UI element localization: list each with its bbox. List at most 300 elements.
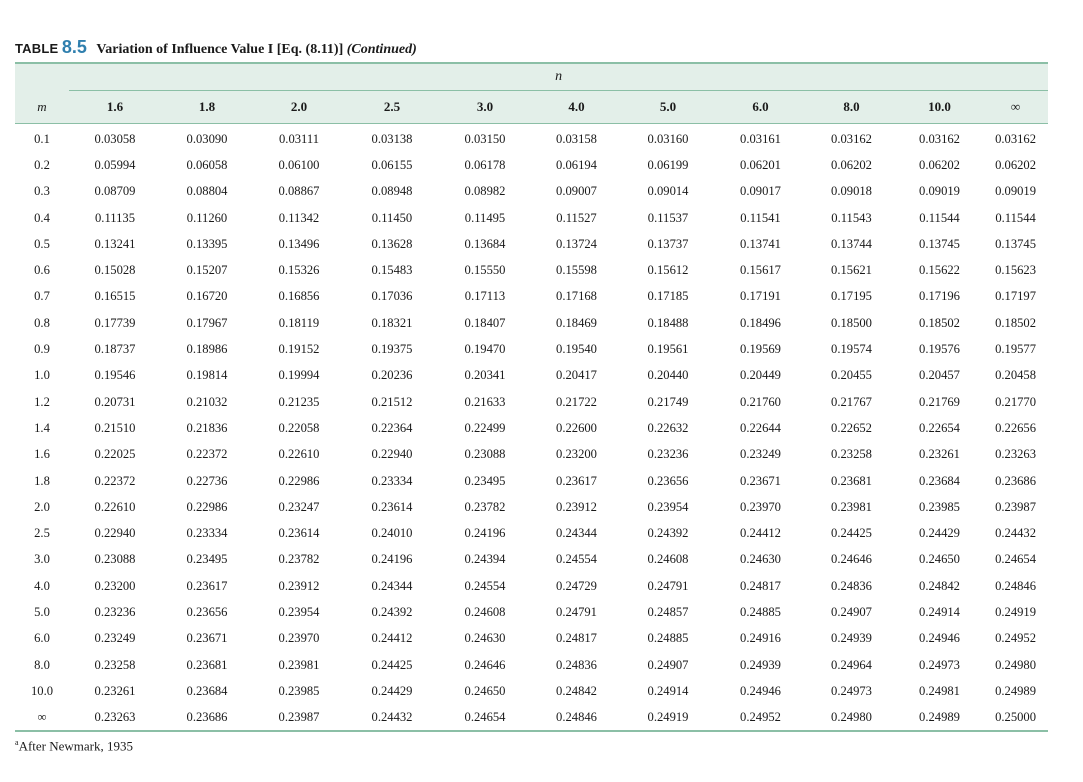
n-column-header: 5.0 [622, 91, 714, 124]
m-value: 1.8 [34, 473, 50, 488]
table-body [15, 124, 1048, 731]
influence-value-cell: 0.11135 [95, 210, 135, 225]
table-row [15, 415, 1048, 441]
table-row [15, 494, 1048, 520]
influence-value-cell: 0.23656 [186, 604, 228, 619]
influence-value-cell: 0.24344 [371, 578, 413, 593]
influence-value-cell: 0.24952 [995, 631, 1037, 646]
influence-value-cell: 0.19470 [464, 342, 506, 357]
influence-value-cell: 0.03160 [647, 131, 689, 146]
influence-value-cell: 0.18502 [919, 315, 960, 330]
table-row [15, 205, 1048, 231]
footnote-text: After Newmark, 1935 [18, 738, 133, 754]
influence-value-cell: 0.17197 [995, 289, 1037, 304]
influence-value-cell: 0.24857 [647, 604, 689, 619]
influence-value-cell: 0.19540 [556, 342, 597, 357]
influence-value-cell: 0.22736 [186, 473, 228, 488]
influence-value-cell: 0.13737 [647, 236, 689, 251]
influence-value-cell: 0.03158 [556, 131, 597, 146]
influence-value-cell: 0.08867 [278, 184, 320, 199]
influence-value-cell: 0.18737 [94, 342, 136, 357]
influence-value-cell: 0.24885 [740, 604, 781, 619]
influence-value-cell: 0.16856 [278, 289, 320, 304]
influence-value-cell: 0.24432 [371, 710, 413, 725]
influence-value-cell: 0.03058 [94, 131, 136, 146]
bottom-rule [15, 730, 1048, 732]
influence-value-cell: 0.21769 [919, 394, 960, 409]
influence-value-cell: 0.15622 [919, 263, 960, 278]
influence-value-cell: 0.03162 [919, 131, 960, 146]
table-row [15, 179, 1048, 205]
influence-value-cell: 0.24914 [647, 683, 689, 698]
influence-value-cell: 0.21836 [186, 420, 228, 435]
influence-value-cell: 0.15612 [647, 263, 689, 278]
influence-value-cell: 0.24973 [831, 683, 872, 698]
influence-value-cell: 0.23686 [186, 710, 228, 725]
influence-value-cell: 0.23200 [556, 447, 597, 462]
m-value: 4.0 [34, 578, 50, 593]
influence-value-cell: 0.13745 [919, 236, 960, 251]
influence-value-cell: 0.23236 [647, 447, 689, 462]
influence-value-cell: 0.15617 [740, 263, 781, 278]
influence-value-cell: 0.21512 [371, 394, 413, 409]
influence-value-cell: 0.21760 [740, 394, 781, 409]
footnote [15, 738, 133, 754]
influence-value-cell: 0.22058 [278, 420, 320, 435]
influence-value-cell: 0.24973 [919, 657, 960, 672]
influence-value-cell: 0.23985 [919, 499, 960, 514]
n-column-header: 10.0 [896, 91, 983, 124]
influence-value-cell: 0.20457 [919, 368, 960, 383]
influence-value-cell: 0.23249 [94, 631, 136, 646]
influence-value-cell: 0.23671 [186, 631, 228, 646]
table-row [15, 389, 1048, 415]
influence-value-cell: 0.24919 [995, 604, 1037, 619]
influence-value-cell: 0.19375 [371, 342, 413, 357]
influence-value-cell: 0.24630 [740, 552, 781, 567]
influence-value-cell: 0.15623 [995, 263, 1037, 278]
influence-value-cell: 0.24952 [740, 710, 781, 725]
influence-value-cell: 0.24392 [371, 604, 413, 619]
m-label: m [15, 91, 69, 124]
influence-value-cell: 0.23617 [186, 578, 228, 593]
influence-value-cell: 0.17196 [919, 289, 960, 304]
influence-value-cell: 0.06058 [186, 157, 228, 172]
influence-value-cell: 0.22644 [740, 420, 781, 435]
influence-value-cell: 0.19574 [831, 342, 872, 357]
influence-value-cell: 0.19561 [647, 342, 689, 357]
table-row [15, 573, 1048, 599]
influence-value-cell: 0.24650 [464, 683, 506, 698]
influence-value-cell: 0.09019 [919, 184, 960, 199]
influence-value-cell: 0.23614 [371, 499, 413, 514]
influence-value-cell: 0.24196 [464, 526, 506, 541]
influence-value-cell: 0.23912 [278, 578, 320, 593]
influence-value-cell: 0.21722 [556, 394, 597, 409]
influence-value-cell: 0.24412 [371, 631, 413, 646]
influence-value-cell: 0.23686 [995, 473, 1037, 488]
influence-value-cell: 0.23970 [740, 499, 781, 514]
influence-value-cell: 0.17191 [740, 289, 781, 304]
influence-value-cell: 0.17185 [647, 289, 689, 304]
influence-value-cell: 0.19569 [740, 342, 781, 357]
influence-value-cell: 0.24989 [995, 683, 1037, 698]
influence-value-cell: 0.06194 [556, 157, 597, 172]
influence-value-cell: 0.24817 [740, 578, 781, 593]
influence-value-cell: 0.09007 [556, 184, 597, 199]
influence-value-cell: 0.19994 [278, 368, 320, 383]
influence-value-cell: 0.24608 [647, 552, 689, 567]
influence-value-cell: 0.19577 [995, 342, 1037, 357]
influence-value-cell: 0.24429 [919, 526, 960, 541]
influence-value-cell: 0.23088 [94, 552, 136, 567]
influence-value-cell: 0.23263 [995, 447, 1037, 462]
influence-value-cell: 0.24646 [831, 552, 872, 567]
table-row [15, 152, 1048, 178]
influence-value-cell: 0.18407 [464, 315, 506, 330]
influence-value-cell: 0.24916 [740, 631, 781, 646]
influence-value-cell: 0.22364 [371, 420, 413, 435]
influence-value-cell: 0.23617 [556, 473, 597, 488]
table-row [15, 310, 1048, 336]
influence-data-table [15, 64, 1048, 731]
influence-value-cell: 0.24989 [919, 710, 960, 725]
influence-value-cell: 0.20455 [831, 368, 872, 383]
influence-value-cell: 0.08982 [464, 184, 506, 199]
influence-value-cell: 0.17195 [831, 289, 872, 304]
influence-value-cell: 0.24842 [919, 578, 960, 593]
influence-value-cell: 0.20236 [371, 368, 413, 383]
influence-value-cell: 0.24939 [831, 631, 872, 646]
influence-value-cell: 0.24630 [464, 631, 506, 646]
influence-value-cell: 0.24791 [647, 578, 689, 593]
influence-value-cell: 0.13684 [464, 236, 506, 251]
influence-value-cell: 0.24654 [995, 552, 1037, 567]
influence-value-cell: 0.18502 [995, 315, 1037, 330]
influence-value-cell: 0.23258 [831, 447, 872, 462]
n-column-header: 8.0 [807, 91, 896, 124]
m-value: 0.2 [34, 157, 50, 172]
influence-value-cell: 0.03111 [279, 131, 319, 146]
influence-value-cell: 0.24608 [464, 604, 506, 619]
influence-value-cell: 0.21767 [831, 394, 872, 409]
influence-value-cell: 0.22986 [186, 499, 228, 514]
influence-value-cell: 0.21032 [186, 394, 228, 409]
influence-value-cell: 0.23782 [464, 499, 506, 514]
influence-value-cell: 0.24394 [464, 552, 506, 567]
influence-value-cell: 0.16515 [94, 289, 136, 304]
influence-value-cell: 0.17036 [371, 289, 413, 304]
influence-value-cell: 0.08804 [186, 184, 228, 199]
influence-value-cell: 0.20458 [995, 368, 1037, 383]
table-continued: (Continued) [346, 42, 417, 57]
influence-table [15, 62, 1048, 731]
influence-value-cell: 0.19576 [919, 342, 960, 357]
influence-value-cell: 0.22600 [556, 420, 597, 435]
influence-value-cell: 0.17168 [556, 289, 597, 304]
influence-value-cell: 0.13724 [556, 236, 597, 251]
table-row [15, 257, 1048, 283]
influence-value-cell: 0.24964 [831, 657, 872, 672]
influence-value-cell: 0.23200 [94, 578, 136, 593]
influence-value-cell: 0.11450 [371, 210, 413, 225]
influence-value-cell: 0.06100 [278, 157, 320, 172]
influence-value-cell: 0.24907 [831, 604, 872, 619]
influence-value-cell: 0.22610 [278, 447, 320, 462]
m-value: 0.7 [34, 289, 50, 304]
influence-value-cell: 0.06178 [464, 157, 506, 172]
influence-value-cell: 0.23261 [919, 447, 960, 462]
influence-value-cell: 0.06155 [371, 157, 413, 172]
influence-value-cell: 0.19814 [186, 368, 228, 383]
influence-value-cell: 0.06202 [995, 157, 1037, 172]
influence-value-cell: 0.19152 [278, 342, 320, 357]
influence-value-cell: 0.24946 [919, 631, 960, 646]
influence-value-cell: 0.08709 [94, 184, 136, 199]
influence-value-cell: 0.08948 [371, 184, 413, 199]
influence-value-cell: 0.22499 [464, 420, 506, 435]
influence-value-cell: 0.23236 [94, 604, 136, 619]
table-description: Variation of Influence Value I [Eq. (8.11)] [96, 42, 344, 57]
influence-value-cell: 0.24429 [371, 683, 413, 698]
influence-value-cell: 0.24650 [919, 552, 960, 567]
influence-value-cell: 0.24914 [919, 604, 960, 619]
m-value: 2.5 [34, 526, 50, 541]
influence-value-cell: 0.15550 [464, 263, 506, 278]
table-title [15, 37, 417, 58]
n-column-header: 1.8 [161, 91, 253, 124]
m-value: 10.0 [30, 683, 54, 698]
influence-value-cell: 0.13496 [278, 236, 320, 251]
table-row [15, 547, 1048, 573]
influence-value-cell: 0.17739 [94, 315, 136, 330]
m-value: 0.4 [34, 210, 50, 225]
table-row [15, 336, 1048, 362]
influence-value-cell: 0.15326 [278, 263, 320, 278]
influence-value-cell: 0.22940 [94, 526, 136, 541]
influence-value-cell: 0.03150 [464, 131, 506, 146]
influence-value-cell: 0.23247 [278, 499, 320, 514]
influence-value-cell: 0.15207 [186, 263, 228, 278]
influence-value-cell: 0.23684 [919, 473, 960, 488]
influence-value-cell: 0.24836 [831, 578, 872, 593]
influence-value-cell: 0.24981 [919, 683, 960, 698]
influence-value-cell: 0.24554 [464, 578, 506, 593]
influence-value-cell: 0.18488 [647, 315, 689, 330]
influence-value-cell: 0.22654 [919, 420, 960, 435]
influence-value-cell: 0.23987 [278, 710, 320, 725]
influence-value-cell: 0.11543 [831, 210, 872, 225]
influence-value-cell: 0.23681 [831, 473, 872, 488]
influence-value-cell: 0.24846 [556, 710, 597, 725]
influence-value-cell: 0.23912 [556, 499, 597, 514]
influence-value-cell: 0.20341 [464, 368, 506, 383]
influence-value-cell: 0.24946 [740, 683, 781, 698]
influence-value-cell: 0.22652 [831, 420, 872, 435]
influence-value-cell: 0.13241 [94, 236, 136, 251]
influence-value-cell: 0.24817 [556, 631, 597, 646]
influence-value-cell: 0.22372 [94, 473, 136, 488]
influence-value-cell: 0.23258 [94, 657, 136, 672]
footnote-marker: a [15, 738, 19, 747]
influence-value-cell: 0.15483 [371, 263, 413, 278]
influence-value-cell: 0.24885 [647, 631, 689, 646]
influence-value-cell: 0.11541 [740, 210, 781, 225]
influence-value-cell: 0.24729 [556, 578, 597, 593]
table-row [15, 520, 1048, 546]
influence-value-cell: 0.03138 [371, 131, 413, 146]
table-row [15, 705, 1048, 731]
table-label: TABLE [15, 41, 59, 56]
influence-value-cell: 0.09019 [995, 184, 1037, 199]
influence-value-cell: 0.21749 [647, 394, 689, 409]
influence-value-cell: 0.23249 [740, 447, 781, 462]
influence-value-cell: 0.03162 [995, 131, 1037, 146]
influence-value-cell: 0.23671 [740, 473, 781, 488]
column-header-row [15, 91, 1048, 124]
m-value: 0.9 [34, 342, 50, 357]
influence-value-cell: 0.21235 [278, 394, 320, 409]
influence-value-cell: 0.11544 [995, 210, 1036, 225]
influence-value-cell: 0.24842 [556, 683, 597, 698]
n-column-header: 3.0 [439, 91, 531, 124]
influence-value-cell: 0.24412 [740, 526, 781, 541]
influence-value-cell: 0.06202 [831, 157, 872, 172]
m-value: 3.0 [34, 552, 50, 567]
influence-value-cell: 0.13745 [995, 236, 1037, 251]
influence-value-cell: 0.21633 [464, 394, 506, 409]
m-value: 1.2 [34, 394, 50, 409]
influence-value-cell: 0.13628 [371, 236, 413, 251]
influence-value-cell: 0.22940 [371, 447, 413, 462]
table-row [15, 284, 1048, 310]
table-row [15, 442, 1048, 468]
influence-value-cell: 0.24425 [371, 657, 413, 672]
influence-value-cell: 0.22372 [186, 447, 228, 462]
influence-value-cell: 0.23981 [278, 657, 320, 672]
influence-value-cell: 0.17967 [186, 315, 228, 330]
table-row [15, 678, 1048, 704]
table-row [15, 363, 1048, 389]
influence-value-cell: 0.20440 [647, 368, 689, 383]
influence-value-cell: 0.23970 [278, 631, 320, 646]
influence-value-cell: 0.24919 [647, 710, 689, 725]
table-number: 8.5 [61, 37, 87, 57]
influence-value-cell: 0.11527 [556, 210, 597, 225]
n-column-header: 2.0 [253, 91, 345, 124]
m-value: 0.5 [34, 236, 50, 251]
influence-value-cell: 0.21510 [94, 420, 136, 435]
influence-value-cell: 0.13741 [740, 236, 781, 251]
influence-value-cell: 0.20731 [94, 394, 136, 409]
influence-value-cell: 0.05994 [94, 157, 136, 172]
m-value: 5.0 [34, 604, 50, 619]
influence-value-cell: 0.23261 [94, 683, 136, 698]
influence-value-cell: 0.11495 [464, 210, 506, 225]
influence-value-cell: 0.18469 [556, 315, 597, 330]
influence-value-cell: 0.20417 [556, 368, 597, 383]
n-column-header: 4.0 [531, 91, 622, 124]
influence-value-cell: 0.23495 [464, 473, 506, 488]
table-row [15, 626, 1048, 652]
influence-value-cell: 0.03162 [831, 131, 872, 146]
influence-value-cell: 0.23987 [995, 499, 1037, 514]
influence-value-cell: 0.23954 [278, 604, 320, 619]
table-row [15, 652, 1048, 678]
influence-value-cell: 0.09014 [647, 184, 689, 199]
m-value: 1.6 [34, 447, 50, 462]
influence-value-cell: 0.15598 [556, 263, 597, 278]
influence-value-cell: 0.23088 [464, 447, 506, 462]
influence-value-cell: 0.16720 [186, 289, 228, 304]
influence-value-cell: 0.11260 [186, 210, 228, 225]
influence-value-cell: 0.22610 [94, 499, 136, 514]
influence-value-cell: 0.25000 [995, 710, 1037, 725]
m-value: 1.0 [34, 368, 50, 383]
influence-value-cell: 0.09017 [740, 184, 781, 199]
n-label: n [69, 64, 1048, 91]
influence-value-cell: 0.11537 [647, 210, 689, 225]
m-value: 1.4 [34, 420, 50, 435]
n-column-header: 1.6 [69, 91, 161, 124]
influence-value-cell: 0.15028 [94, 263, 136, 278]
influence-value-cell: 0.24907 [647, 657, 689, 672]
influence-value-cell: 0.24196 [371, 552, 413, 567]
influence-value-cell: 0.17113 [464, 289, 506, 304]
influence-value-cell: 0.11544 [919, 210, 960, 225]
influence-value-cell: 0.23954 [647, 499, 689, 514]
m-value: 6.0 [34, 631, 50, 646]
influence-value-cell: 0.24432 [995, 526, 1037, 541]
influence-value-cell: 0.23985 [278, 683, 320, 698]
m-value: 8.0 [34, 657, 50, 672]
n-column-header: ∞ [983, 91, 1048, 124]
influence-value-cell: 0.24010 [371, 526, 413, 541]
influence-value-cell: 0.24980 [995, 657, 1037, 672]
m-value: 0.8 [34, 315, 50, 330]
n-header-row [15, 64, 1048, 91]
influence-value-cell: 0.23495 [186, 552, 228, 567]
table-row [15, 468, 1048, 494]
influence-value-cell: 0.06201 [740, 157, 781, 172]
influence-value-cell: 0.23263 [94, 710, 136, 725]
influence-value-cell: 0.22632 [647, 420, 689, 435]
m-value: 0.1 [34, 131, 50, 146]
influence-value-cell: 0.23334 [371, 473, 413, 488]
table-row [15, 124, 1048, 153]
influence-value-cell: 0.03090 [186, 131, 228, 146]
influence-value-cell: 0.09018 [831, 184, 872, 199]
m-value: 0.6 [34, 263, 50, 278]
influence-value-cell: 0.13395 [186, 236, 228, 251]
influence-value-cell: 0.23981 [831, 499, 872, 514]
influence-value-cell: 0.21770 [995, 394, 1037, 409]
influence-value-cell: 0.24392 [647, 526, 689, 541]
influence-value-cell: 0.18986 [186, 342, 228, 357]
influence-value-cell: 0.20449 [740, 368, 781, 383]
influence-value-cell: 0.15621 [831, 263, 872, 278]
influence-value-cell: 0.11342 [278, 210, 320, 225]
influence-value-cell: 0.24344 [556, 526, 597, 541]
influence-value-cell: 0.18321 [371, 315, 413, 330]
influence-value-cell: 0.24791 [556, 604, 597, 619]
influence-value-cell: 0.22986 [278, 473, 320, 488]
influence-value-cell: 0.03161 [740, 131, 781, 146]
m-value: 2.0 [34, 499, 50, 514]
n-column-header: 6.0 [714, 91, 807, 124]
influence-value-cell: 0.24846 [995, 578, 1037, 593]
table-row [15, 599, 1048, 625]
